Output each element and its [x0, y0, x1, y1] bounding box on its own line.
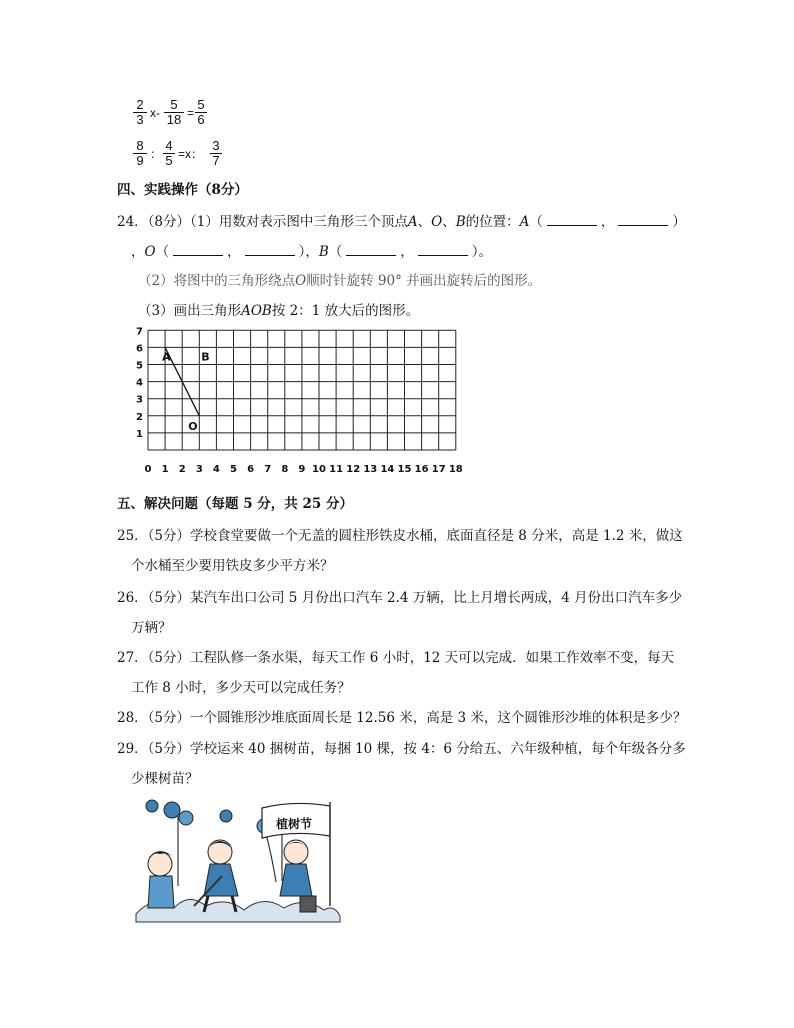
question-24-line2: ，O（ ， ），B（ ， ）。	[131, 244, 492, 260]
x-tick-label: 16	[414, 464, 429, 475]
answer-blank[interactable]	[346, 243, 396, 256]
x-tick-label: 5	[230, 464, 237, 475]
question-28-line1: 28．（5分）一个圆锥形沙堆底面周长是 12.56 米，高是 3 米，这个圆锥形沙堆的体积是多少？	[117, 710, 687, 726]
x-tick-label: 10	[312, 464, 326, 475]
section-heading: 五、解决问题（每题 5 分，共 25 分）	[117, 496, 353, 512]
fraction: $\frac{8}{9}$	[133, 139, 147, 168]
operator: =x：	[178, 147, 204, 161]
y-tick-label: 3	[136, 394, 143, 406]
x-tick-label: 18	[448, 464, 463, 475]
point-label-B: B	[201, 350, 210, 364]
y-tick-label: 4	[136, 377, 143, 389]
y-tick-label: 5	[136, 360, 143, 372]
x-tick-label: 1	[161, 464, 169, 475]
fraction: $\frac{3}{7}$	[210, 139, 222, 168]
x-tick-label: 4	[212, 464, 220, 475]
x-tick-label: 11	[329, 464, 344, 475]
coordinate-grid	[130, 326, 466, 484]
question-25-line1: 25．（5分）学校食堂要做一个无盖的圆柱形铁皮水桶，底面直径是 8 分米，高是 1.2 米，做这	[117, 528, 683, 544]
x-tick-label: 0	[144, 464, 152, 475]
tree-planting-illustration	[134, 796, 344, 924]
fraction: $\frac{5}{6}$	[195, 98, 207, 127]
y-tick-label: 2	[136, 411, 143, 423]
point-label-A: A	[162, 350, 171, 364]
banner-text: 植树节	[275, 817, 313, 831]
answer-blank[interactable]	[173, 243, 223, 256]
question-24-part2: （2）将图中的三角形绕点O顺时针旋转 90° 并画出旋转后的图形。	[138, 273, 542, 289]
question-25-line2: 个水桶至少要用铁皮多少平方米？	[131, 558, 334, 574]
answer-blank[interactable]	[547, 213, 597, 226]
question-24-part3: （3）画出三角形AOB按 2：1 放大后的图形。	[138, 303, 420, 319]
question-24-line1: 24．（8分）（1）用数对表示图中三角形三个顶点A、O、B的位置：A（ ， ）	[117, 214, 686, 230]
section-heading: 四、实践操作（8分）	[117, 182, 248, 198]
x-tick-label: 2	[178, 464, 186, 475]
x-tick-label: 12	[346, 464, 361, 475]
question-27-line1: 27．（5分）工程队修一条水渠，每天工作 6 小时，12 天可以完成．如果工作效率不变，每天	[117, 650, 675, 666]
x-tick-label: 9	[298, 464, 306, 475]
y-tick-label: 6	[136, 343, 143, 355]
point-label-O: O	[188, 419, 198, 433]
answer-blank[interactable]	[618, 213, 668, 226]
x-tick-label: 6	[247, 464, 255, 475]
x-tick-label: 17	[431, 464, 446, 475]
operator: ：	[150, 147, 163, 161]
x-tick-label: 14	[380, 464, 395, 475]
x-tick-label: 7	[264, 464, 272, 475]
x-tick-label: 3	[195, 464, 203, 475]
y-tick-label: 7	[136, 326, 143, 338]
answer-blank[interactable]	[245, 243, 295, 256]
question-26-line2: 万辆？	[131, 620, 172, 636]
operator: x-	[150, 106, 160, 120]
question-29-line2: 少棵树苗？	[131, 771, 199, 787]
x-tick-label: 13	[363, 464, 378, 475]
fraction: $\frac{4}{5}$	[163, 139, 175, 168]
fraction: $\frac{5}{18}$	[164, 98, 184, 127]
fraction: $\frac{2}{3}$	[133, 98, 147, 127]
question-29-line1: 29．（5分）学校运来 40 捆树苗，每捆 10 棵，按 4：6 分给五、六年级种植，每个年级各分多	[117, 741, 686, 757]
y-tick-label: 1	[136, 428, 143, 440]
operator: =	[187, 106, 195, 120]
x-tick-label: 15	[397, 464, 412, 475]
x-tick-label: 8	[281, 464, 289, 475]
answer-blank[interactable]	[418, 243, 468, 256]
question-26-line1: 26．（5分）某汽车出口公司 5 月份出口汽车 2.4 万辆，比上月增长两成，4 月份出口汽车多少	[117, 590, 683, 606]
question-27-line2: 工作 8 小时，多少天可以完成任务？	[131, 680, 351, 696]
